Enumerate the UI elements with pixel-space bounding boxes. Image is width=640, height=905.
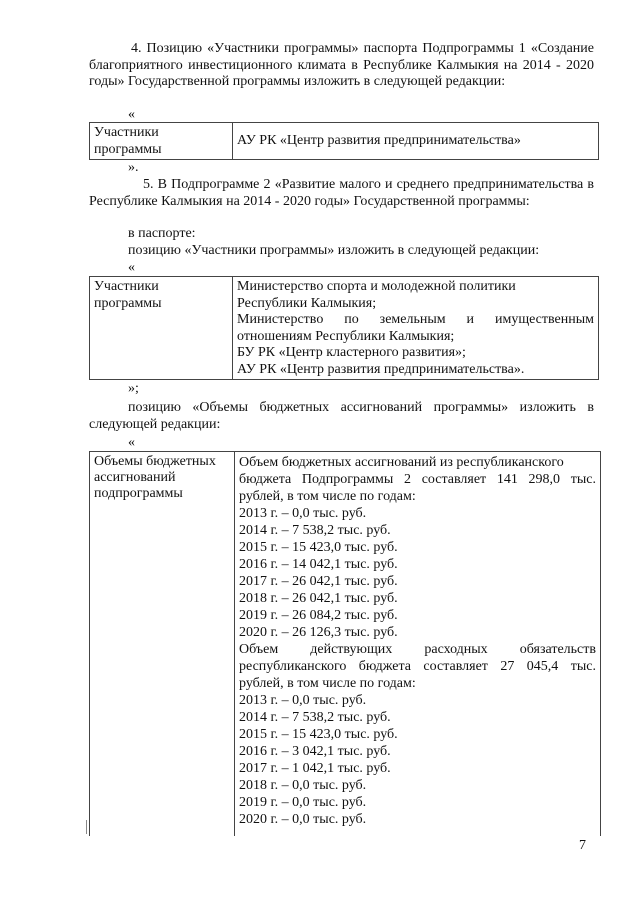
budget-label: Объемы бюджетных ассигнований подпрограммы bbox=[90, 452, 235, 837]
budget-line: 2013 г. – 0,0 тыс. руб. bbox=[239, 506, 367, 521]
page-number: 7 bbox=[579, 838, 586, 853]
budget-line: 2018 г. – 26 042,1 тыс. руб. bbox=[239, 591, 398, 606]
budget-line: 2019 г. – 26 084,2 тыс. руб. bbox=[239, 608, 398, 623]
budget-line: 2018 г. – 0,0 тыс. руб. bbox=[239, 778, 367, 793]
item5-participants-label: Участники программы bbox=[90, 277, 233, 380]
participant-line: АУ РК «Центр развития предпринимательства». bbox=[237, 361, 525, 377]
item5-close-quote-1: »; bbox=[128, 381, 139, 396]
budget-line: 2013 г. – 0,0 тыс. руб. bbox=[239, 693, 367, 708]
item4-participants-table bbox=[89, 122, 599, 160]
item4-paragraph: 4. Позицию «Участники программы» паспорта Подпрограммы 1 «Создание благоприятного инвестиционного климата в Республике Калмыкия на 2014 - 2020 годы» Государственной программы изложить в следующей редакции: bbox=[89, 41, 594, 89]
participant-line: Республики Калмыкия; bbox=[237, 295, 377, 311]
budget-line: 2019 г. – 0,0 тыс. руб. bbox=[239, 795, 367, 810]
budget-line: 2017 г. – 26 042,1 тыс. руб. bbox=[239, 574, 398, 589]
budget-line: Объем бюджетных ассигнований из республиканского bbox=[239, 455, 564, 470]
item5-open-quote-1: « bbox=[128, 260, 135, 275]
item5-paragraph: 5. В Подпрограмме 2 «Развитие малого и среднего предпринимательства в Республике Калмыкия на 2014 - 2020 годы» Государственной программы: bbox=[89, 177, 594, 209]
item5-open-quote-2: « bbox=[128, 435, 135, 450]
budget-line: 2020 г. – 26 126,3 тыс. руб. bbox=[239, 625, 398, 640]
participant-line: Министерство спорта и молодежной политики bbox=[237, 279, 516, 294]
budget-line: рублей, в том числе по годам: bbox=[239, 676, 416, 691]
participant-line: отношениям Республики Калмыкия; bbox=[237, 328, 455, 344]
participant-line: БУ РК «Центр кластерного развития»; bbox=[237, 345, 466, 360]
budget-line: 2016 г. – 14 042,1 тыс. руб. bbox=[239, 557, 398, 572]
item5-participants-value bbox=[233, 277, 599, 380]
budget-line: 2015 г. – 15 423,0 тыс. руб. bbox=[239, 727, 398, 742]
item5-participants-intro: позицию «Участники программы» изложить в следующей редакции: bbox=[128, 243, 540, 258]
budget-line: 2016 г. – 3 042,1 тыс. руб. bbox=[239, 744, 391, 759]
scan-mark bbox=[86, 820, 89, 834]
item5-budget-table bbox=[89, 451, 601, 836]
budget-line: 2015 г. – 15 423,0 тыс. руб. bbox=[239, 540, 398, 555]
budget-line: республиканского бюджета составляет 27 045,4 тыс. bbox=[239, 659, 596, 674]
item4-close-quote: ». bbox=[128, 160, 139, 175]
budget-line: Объем действующих расходных обязательств bbox=[239, 642, 596, 657]
item4-table-value: АУ РК «Центр развития предпринимательства» bbox=[233, 123, 599, 160]
item5-budget-intro: позицию «Объемы бюджетных ассигнований программы» изложить в следующей редакции: bbox=[89, 400, 594, 432]
budget-line: 2014 г. – 7 538,2 тыс. руб. bbox=[239, 523, 391, 538]
item5-participants-table bbox=[89, 276, 599, 380]
participant-line: Министерство по земельным и имущественным bbox=[237, 312, 594, 327]
item4-table-label: Участники программы bbox=[90, 123, 233, 160]
budget-line: рублей, в том числе по годам: bbox=[239, 489, 416, 504]
budget-value bbox=[235, 452, 601, 837]
budget-line: 2014 г. – 7 538,2 тыс. руб. bbox=[239, 710, 391, 725]
item5-in-passport: в паспорте: bbox=[128, 226, 196, 241]
budget-line: бюджета Подпрограммы 2 составляет 141 298,0 тыс. bbox=[239, 472, 596, 487]
budget-line: 2017 г. – 1 042,1 тыс. руб. bbox=[239, 761, 391, 776]
item4-open-quote: « bbox=[128, 107, 135, 122]
budget-line: 2020 г. – 0,0 тыс. руб. bbox=[239, 812, 367, 827]
